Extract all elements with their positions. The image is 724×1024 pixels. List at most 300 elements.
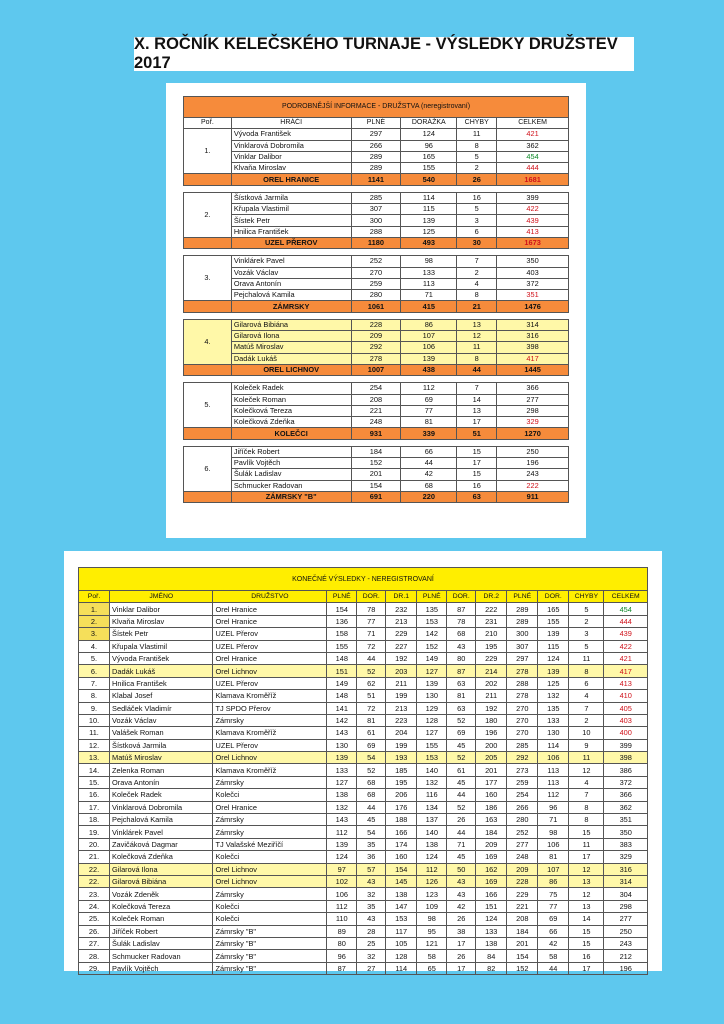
rank: 25.	[79, 913, 110, 925]
player-chyby: 7	[457, 383, 497, 394]
rank: 22.	[79, 875, 110, 887]
dor-1: 71	[357, 628, 386, 640]
celkem: 362	[604, 801, 648, 813]
dr2: 160	[476, 789, 507, 801]
result-row	[79, 950, 648, 962]
dor-1: 68	[357, 776, 386, 788]
dor-1: 72	[357, 702, 386, 714]
team-total-pad	[184, 174, 232, 185]
result-row	[79, 690, 648, 702]
dor-1: 72	[357, 640, 386, 652]
player-name: Kolečková Tereza	[231, 405, 351, 416]
chyby: 16	[569, 950, 604, 962]
player-dorazka: 124	[401, 129, 457, 140]
dor-total: 135	[538, 702, 569, 714]
player-celkem: 314	[497, 319, 569, 330]
group-spacer	[184, 376, 569, 383]
rank: 1.	[79, 603, 110, 615]
player-celkem: 399	[497, 192, 569, 203]
rank: 4.	[79, 640, 110, 652]
player-row	[184, 226, 569, 237]
dor-total: 44	[538, 962, 569, 974]
result-row	[79, 702, 648, 714]
rank: 23.	[79, 888, 110, 900]
plne-total: 277	[507, 838, 538, 850]
team-name: Orel Hranice	[213, 801, 327, 813]
column-header: Poř.	[79, 591, 110, 603]
player-row	[184, 290, 569, 301]
player-row	[184, 353, 569, 364]
page-title-box	[134, 37, 634, 71]
dr2: 231	[476, 615, 507, 627]
result-row	[79, 913, 648, 925]
player-dorazka: 114	[401, 192, 457, 203]
plne-1: 80	[327, 937, 357, 949]
result-row	[79, 776, 648, 788]
player-chyby: 11	[457, 342, 497, 353]
team-name: Klamava Kroměříž	[213, 764, 327, 776]
column-header: DORÁŽKA	[401, 118, 457, 129]
celkem: 398	[604, 752, 648, 764]
player-name: Vývoda František	[110, 652, 213, 664]
team-total-pad	[184, 364, 232, 375]
dr1: 192	[386, 652, 417, 664]
team-name: Orel Hranice	[213, 603, 327, 615]
dor-2: 43	[447, 640, 476, 652]
player-name: Gilarová Bibiána	[110, 875, 213, 887]
player-name: Gilarová Ilona	[110, 863, 213, 875]
dr1: 199	[386, 690, 417, 702]
column-header: JMÉNO	[110, 591, 213, 603]
plne-1: 133	[327, 764, 357, 776]
result-row	[79, 714, 648, 726]
dor-1: 61	[357, 727, 386, 739]
player-dorazka: 69	[401, 394, 457, 405]
team-total-row	[184, 364, 569, 375]
player-row	[184, 129, 569, 140]
player-dorazka: 107	[401, 331, 457, 342]
dor-2: 50	[447, 863, 476, 875]
rank: 26.	[79, 925, 110, 937]
celkem: 314	[604, 875, 648, 887]
dr2: 162	[476, 863, 507, 875]
chyby: 15	[569, 937, 604, 949]
plne-total: 221	[507, 900, 538, 912]
result-row	[79, 739, 648, 751]
final-table-title-row	[79, 568, 648, 591]
plne-2: 152	[417, 640, 447, 652]
player-dorazka: 115	[401, 204, 457, 215]
dor-total: 133	[538, 714, 569, 726]
player-plne: 254	[351, 383, 401, 394]
player-name: Koleček Radek	[110, 789, 213, 801]
dr2: 202	[476, 677, 507, 689]
player-dorazka: 81	[401, 417, 457, 428]
player-celkem: 413	[497, 226, 569, 237]
page-title: X. ROČNÍK KELEČSKÉHO TURNAJE - VÝSLEDKY DRUŽSTEV 2017	[134, 35, 618, 72]
team-name: Klamava Kroměříž	[213, 690, 327, 702]
dor-total: 130	[538, 727, 569, 739]
team-name: Zámrsky	[213, 714, 327, 726]
plne-2: 126	[417, 875, 447, 887]
plne-2: 140	[417, 764, 447, 776]
player-name: Vozák Václav	[110, 714, 213, 726]
chyby: 9	[569, 739, 604, 751]
player-chyby: 6	[457, 226, 497, 237]
team-celkem: 1681	[497, 174, 569, 185]
player-chyby: 7	[457, 256, 497, 267]
chyby: 15	[569, 925, 604, 937]
dr2: 138	[476, 937, 507, 949]
celkem: 439	[604, 628, 648, 640]
celkem: 421	[604, 652, 648, 664]
player-chyby: 5	[457, 204, 497, 215]
team-plne: 1180	[351, 237, 401, 248]
rank: 17.	[79, 801, 110, 813]
plne-total: 154	[507, 950, 538, 962]
teams-sheet	[166, 83, 586, 538]
dr2: 229	[476, 652, 507, 664]
team-total-row	[184, 301, 569, 312]
dor-1: 43	[357, 875, 386, 887]
plne-total: 209	[507, 863, 538, 875]
player-plne: 270	[351, 267, 401, 278]
group-spacer	[184, 249, 569, 256]
plne-2: 139	[417, 677, 447, 689]
celkem: 399	[604, 739, 648, 751]
player-name: Šulák Ladislav	[110, 937, 213, 949]
celkem: 196	[604, 962, 648, 974]
plne-2: 134	[417, 801, 447, 813]
team-celkem: 1673	[497, 237, 569, 248]
player-dorazka: 44	[401, 458, 457, 469]
player-dorazka: 133	[401, 267, 457, 278]
plne-1: 158	[327, 628, 357, 640]
chyby: 8	[569, 814, 604, 826]
dor-1: 32	[357, 950, 386, 962]
dr1: 166	[386, 826, 417, 838]
spacer-cell	[184, 249, 569, 256]
player-dorazka: 66	[401, 446, 457, 457]
team-position: 4.	[184, 319, 232, 364]
chyby: 8	[569, 801, 604, 813]
player-chyby: 8	[457, 140, 497, 151]
plne-2: 112	[417, 863, 447, 875]
plne-2: 95	[417, 925, 447, 937]
plne-1: 106	[327, 888, 357, 900]
player-name: Vinklar Dalibor	[110, 603, 213, 615]
team-name: Orel Hranice	[213, 615, 327, 627]
dor-2: 38	[447, 925, 476, 937]
team-position: 5.	[184, 383, 232, 428]
player-celkem: 362	[497, 140, 569, 151]
player-celkem: 417	[497, 353, 569, 364]
player-name: Schmucker Radovan	[110, 950, 213, 962]
player-name: Křupala Vlastimil	[110, 640, 213, 652]
player-chyby: 5	[457, 151, 497, 162]
player-name: Pavlík Vojtěch	[110, 962, 213, 974]
rank: 3.	[79, 628, 110, 640]
plne-1: 141	[327, 702, 357, 714]
player-plne: 208	[351, 394, 401, 405]
plne-1: 139	[327, 838, 357, 850]
chyby: 15	[569, 826, 604, 838]
player-plne: 152	[351, 458, 401, 469]
plne-1: 132	[327, 801, 357, 813]
dr1: 199	[386, 739, 417, 751]
team-name: Orel Lichnov	[213, 863, 327, 875]
dor-total: 75	[538, 888, 569, 900]
team-celkem: 1445	[497, 364, 569, 375]
team-plne: 1007	[351, 364, 401, 375]
team-celkem: 1476	[497, 301, 569, 312]
plne-2: 116	[417, 789, 447, 801]
team-name: Zámrsky	[213, 776, 327, 788]
dor-total: 115	[538, 640, 569, 652]
player-row	[184, 278, 569, 289]
plne-1: 155	[327, 640, 357, 652]
player-name: Kolečková Zdeňka	[231, 417, 351, 428]
result-row	[79, 851, 648, 863]
rank: 15.	[79, 776, 110, 788]
dor-2: 43	[447, 888, 476, 900]
team-chyby: 26	[457, 174, 497, 185]
dr2: 210	[476, 628, 507, 640]
team-name: Klamava Kroměříž	[213, 727, 327, 739]
team-name: ZÁMRSKY "B"	[231, 491, 351, 502]
result-row	[79, 665, 648, 677]
rank: 22.	[79, 863, 110, 875]
team-plne: 1061	[351, 301, 401, 312]
rank: 13.	[79, 752, 110, 764]
dr2: 151	[476, 900, 507, 912]
chyby: 7	[569, 702, 604, 714]
dr2: 124	[476, 913, 507, 925]
team-plne: 1141	[351, 174, 401, 185]
celkem: 298	[604, 900, 648, 912]
team-dorazka: 493	[401, 237, 457, 248]
player-name: Kolečková Tereza	[110, 900, 213, 912]
celkem: 372	[604, 776, 648, 788]
celkem: 351	[604, 814, 648, 826]
result-row	[79, 652, 648, 664]
dr2: 214	[476, 665, 507, 677]
dr1: 188	[386, 814, 417, 826]
dr1: 154	[386, 863, 417, 875]
result-row	[79, 764, 648, 776]
rank: 29.	[79, 962, 110, 974]
player-name: Schmucker Radovan	[231, 480, 351, 491]
player-chyby: 15	[457, 469, 497, 480]
celkem: 350	[604, 826, 648, 838]
celkem: 444	[604, 615, 648, 627]
dor-2: 26	[447, 950, 476, 962]
team-total-row	[184, 491, 569, 502]
player-name: Pejchalová Kamila	[110, 814, 213, 826]
rank: 14.	[79, 764, 110, 776]
dr2: 195	[476, 640, 507, 652]
plne-total: 152	[507, 962, 538, 974]
player-chyby: 17	[457, 417, 497, 428]
chyby: 8	[569, 665, 604, 677]
result-row	[79, 937, 648, 949]
player-plne: 248	[351, 417, 401, 428]
player-row	[184, 163, 569, 174]
dr2: 169	[476, 875, 507, 887]
dr1: 147	[386, 900, 417, 912]
dr1: 174	[386, 838, 417, 850]
team-name: Zámrsky	[213, 826, 327, 838]
player-row	[184, 469, 569, 480]
plne-2: 58	[417, 950, 447, 962]
rank: 8.	[79, 690, 110, 702]
dr1: 211	[386, 677, 417, 689]
celkem: 400	[604, 727, 648, 739]
player-row	[184, 140, 569, 151]
chyby: 11	[569, 838, 604, 850]
dor-2: 71	[447, 838, 476, 850]
player-dorazka: 112	[401, 383, 457, 394]
result-row	[79, 814, 648, 826]
rank: 5.	[79, 652, 110, 664]
player-plne: 289	[351, 163, 401, 174]
dr1: 195	[386, 776, 417, 788]
celkem: 422	[604, 640, 648, 652]
plne-2: 149	[417, 652, 447, 664]
team-name: Zámrsky "B"	[213, 937, 327, 949]
team-name: Orel Lichnov	[213, 875, 327, 887]
dor-2: 68	[447, 628, 476, 640]
dor-2: 63	[447, 702, 476, 714]
player-plne: 209	[351, 331, 401, 342]
dr1: 213	[386, 702, 417, 714]
player-plne: 300	[351, 215, 401, 226]
player-name: Orava Antonín	[110, 776, 213, 788]
dor-1: 27	[357, 962, 386, 974]
dor-2: 87	[447, 665, 476, 677]
dor-2: 78	[447, 615, 476, 627]
player-plne: 201	[351, 469, 401, 480]
column-header: DR.2	[476, 591, 507, 603]
team-name: Kolečci	[213, 913, 327, 925]
celkem: 386	[604, 764, 648, 776]
column-header: CHYBY	[569, 591, 604, 603]
group-spacer	[184, 312, 569, 319]
plne-total: 297	[507, 652, 538, 664]
player-dorazka: 42	[401, 469, 457, 480]
player-celkem: 243	[497, 469, 569, 480]
dor-1: 77	[357, 615, 386, 627]
dor-2: 52	[447, 752, 476, 764]
player-name: Vozák Václav	[231, 267, 351, 278]
column-header: DR.1	[386, 591, 417, 603]
column-header: PLNÉ	[327, 591, 357, 603]
column-header: DOR.	[447, 591, 476, 603]
dr1: 160	[386, 851, 417, 863]
player-name: Pejchalová Kamila	[231, 290, 351, 301]
player-name: Hnilica František	[231, 226, 351, 237]
dor-total: 165	[538, 603, 569, 615]
chyby: 10	[569, 727, 604, 739]
plne-total: 248	[507, 851, 538, 863]
column-header: CHYBY	[457, 118, 497, 129]
player-celkem: 366	[497, 383, 569, 394]
dr2: 180	[476, 714, 507, 726]
dor-2: 45	[447, 851, 476, 863]
plne-1: 130	[327, 739, 357, 751]
plne-total: 184	[507, 925, 538, 937]
column-header: Poř.	[184, 118, 232, 129]
player-plne: 280	[351, 290, 401, 301]
player-name: Vývoda František	[231, 129, 351, 140]
plne-total: 259	[507, 776, 538, 788]
dr1: 213	[386, 615, 417, 627]
dor-2: 26	[447, 913, 476, 925]
result-row	[79, 628, 648, 640]
player-row	[184, 446, 569, 457]
team-name: Kolečci	[213, 789, 327, 801]
team-name: Kolečci	[213, 851, 327, 863]
plne-1: 149	[327, 677, 357, 689]
plne-total: 252	[507, 826, 538, 838]
plne-1: 136	[327, 615, 357, 627]
rank: 28.	[79, 950, 110, 962]
chyby: 12	[569, 764, 604, 776]
dor-2: 44	[447, 789, 476, 801]
chyby: 7	[569, 789, 604, 801]
dor-2: 69	[447, 727, 476, 739]
player-row	[184, 480, 569, 491]
player-name: Dadák Lukáš	[110, 665, 213, 677]
chyby: 4	[569, 776, 604, 788]
celkem: 403	[604, 714, 648, 726]
dr1: 153	[386, 913, 417, 925]
player-name: Jiříček Robert	[231, 446, 351, 457]
celkem: 243	[604, 937, 648, 949]
team-plne: 931	[351, 428, 401, 439]
dor-total: 106	[538, 838, 569, 850]
plne-total: 228	[507, 875, 538, 887]
player-row	[184, 417, 569, 428]
dr2: 192	[476, 702, 507, 714]
player-name: Klvaňa Miroslav	[231, 163, 351, 174]
dor-2: 61	[447, 764, 476, 776]
plne-total: 278	[507, 690, 538, 702]
dor-1: 35	[357, 900, 386, 912]
player-row	[184, 383, 569, 394]
team-chyby: 21	[457, 301, 497, 312]
team-name: KOLEČCI	[231, 428, 351, 439]
player-name: Valášek Roman	[110, 727, 213, 739]
spacer-cell	[184, 185, 569, 192]
player-plne: 289	[351, 151, 401, 162]
dor-2: 45	[447, 739, 476, 751]
dr2: 211	[476, 690, 507, 702]
plne-total: 292	[507, 752, 538, 764]
dr1: 229	[386, 628, 417, 640]
player-dorazka: 98	[401, 256, 457, 267]
player-row	[184, 267, 569, 278]
team-total-row	[184, 174, 569, 185]
group-spacer	[184, 439, 569, 446]
plne-2: 124	[417, 851, 447, 863]
player-name: Zelenka Roman	[110, 764, 213, 776]
chyby: 2	[569, 714, 604, 726]
dr2: 200	[476, 739, 507, 751]
dr1: 204	[386, 727, 417, 739]
dor-total: 139	[538, 665, 569, 677]
dr1: 223	[386, 714, 417, 726]
